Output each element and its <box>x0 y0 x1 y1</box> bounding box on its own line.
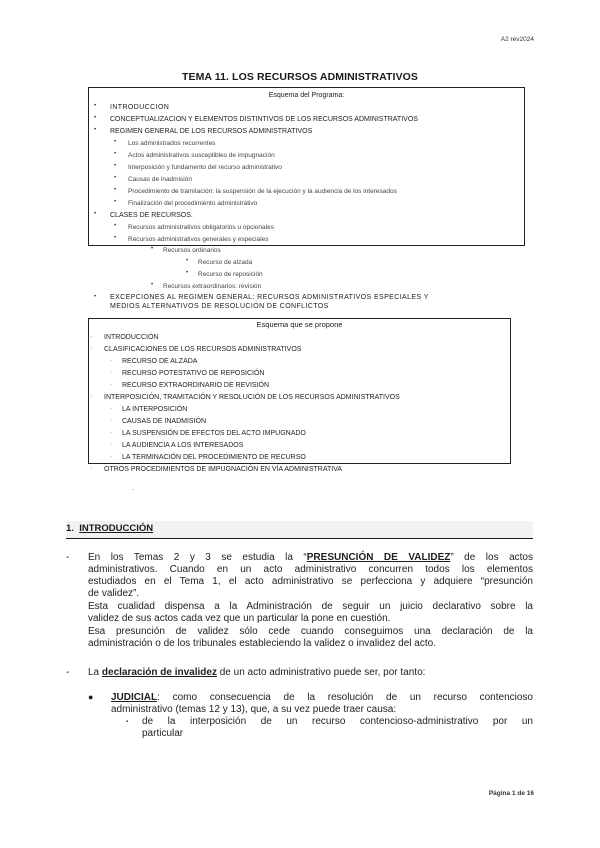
paragraph-line: JUDICIAL: como consecuencia de la resolución de un recurso contencioso <box>111 692 533 703</box>
bullet-icon: • <box>94 211 97 217</box>
invalidez-term: declaración de invalidez <box>101 667 217 678</box>
bullet-icon: · <box>110 454 112 460</box>
paragraph-line: Esta cualidad dispensa a la Administración de seguir un juicio declarativo sobre la <box>88 601 533 612</box>
bullet-icon: • <box>114 175 117 181</box>
paragraph-line: administrativos. Cuando en un acto administrativo concurren todos los elementos <box>88 564 533 575</box>
bullet-icon: • <box>151 246 154 252</box>
paragraph-line: La declaración de invalidez de un acto administrativo puede ser, por tanto: <box>88 667 426 678</box>
section-heading <box>66 522 153 536</box>
program-subitem: Recursos extraordinarios: revisión <box>163 283 262 290</box>
proposed-subitem: LA AUDIENCIA A LOS INTERESADOS <box>122 442 244 449</box>
bullet-icon: • <box>94 294 97 300</box>
paragraph-line: particular <box>142 728 184 739</box>
presuncion-term: PRESUNCIÓN DE VALIDEZ <box>306 552 451 563</box>
bullet-icon: · <box>110 406 112 412</box>
bullet-icon: · <box>110 430 112 436</box>
proposed-subitem: LA INTERPOSICIÓN <box>122 406 188 413</box>
program-subitem: Procedimiento de tramitación: la suspensión de la ejecución y la audiencia de los interesados <box>128 188 397 195</box>
program-item: INTRODUCCION <box>110 104 170 111</box>
proposed-subitem: CAUSAS DE INADMISIÓN <box>122 418 207 425</box>
program-subitem: Recursos ordinarios <box>163 247 221 254</box>
program-subitem: Recurso de reposición <box>198 271 263 278</box>
proposed-subitem: LA TERMINACIÓN DEL PROCEDIMIENTO DE RECURSO <box>122 454 306 461</box>
dash-marker: - <box>66 667 70 678</box>
bullet-icon: • <box>186 270 189 276</box>
bullet-icon: • <box>114 187 117 193</box>
proposed-outline-heading: Esquema que se propone <box>256 320 343 329</box>
bullet-icon: • <box>114 199 117 205</box>
paragraph-line: administrativo (temas 12 y 13), que, a su vez puede traer causa: <box>111 704 397 715</box>
bullet-icon: · <box>90 394 92 400</box>
paragraph-line: estudiados en el Tema 1, el acto administrativo se perfecciona y adquiere “presunción <box>88 576 533 587</box>
paragraph-line: de la interposición de un recurso contencioso-administrativo por un <box>142 716 533 727</box>
bullet-icon: • <box>94 115 97 121</box>
stray-mark: . <box>132 485 134 492</box>
program-subitem: Recursos administrativos obligatorios u opcionales <box>128 224 274 231</box>
program-item: CLASES DE RECURSOS. <box>110 212 193 219</box>
bullet-icon: • <box>114 223 117 229</box>
program-subitem: Recurso de alzada <box>198 259 253 266</box>
bullet-icon: · <box>110 382 112 388</box>
bullet-icon: • <box>114 151 117 157</box>
program-subitem: Interposición y fundamento del recurso administrativo <box>128 164 282 171</box>
proposed-item: OTROS PROCEDIMIENTOS DE IMPUGNACIÓN EN VÍA ADMINISTRATIVA <box>104 466 343 473</box>
bullet-icon: · <box>110 418 112 424</box>
proposed-item: CLASIFICACIONES DE LOS RECURSOS ADMINISTRATIVOS <box>104 346 302 353</box>
bullet-icon: • <box>94 103 97 109</box>
program-subitem: Causas de inadmisión <box>128 176 192 183</box>
page-title: TEMA 11. LOS RECURSOS ADMINISTRATIVOS <box>181 71 419 83</box>
revision-label: A2 rev2024 <box>500 36 534 43</box>
section-number: 1. <box>66 523 74 534</box>
bullet-icon: · <box>90 346 92 352</box>
program-outline-heading: Esquema del Programa: <box>268 92 345 99</box>
program-item: EXCEPCIONES AL REGIMEN GENERAL: RECURSOS ADMINISTRATIVOS ESPECIALES Y <box>110 294 429 301</box>
proposed-subitem: LA SUSPENSIÓN DE EFECTOS DEL ACTO IMPUGNADO <box>122 430 306 437</box>
proposed-item: INTERPOSICIÓN, TRAMITACIÓN Y RESOLUCIÓN DE LOS RECURSOS ADMINISTRATIVOS <box>104 394 400 401</box>
proposed-subitem: RECURSO POTESTATIVO DE REPOSICIÓN <box>122 370 265 377</box>
bullet-icon: • <box>114 139 117 145</box>
paragraph-line: En los Temas 2 y 3 se estudia la “PRESUNCIÓN DE VALIDEZ” de los actos <box>88 552 533 563</box>
bullet-icon: · <box>110 442 112 448</box>
bullet-icon: · <box>90 466 92 472</box>
program-item: REGIMEN GENERAL DE LOS RECURSOS ADMINISTRATIVOS <box>110 128 313 135</box>
bullet-icon: ● <box>88 692 94 702</box>
section-title: INTRODUCCIÓN <box>79 523 154 534</box>
paragraph-line: de validez”. <box>88 588 140 599</box>
program-subitem: Los administrados recurrentes <box>128 140 216 147</box>
proposed-subitem: RECURSO DE ALZADA <box>122 358 198 365</box>
proposed-subitem: RECURSO EXTRAORDINARIO DE REVISIÓN <box>122 382 270 389</box>
program-item-continuation: MEDIOS ALTERNATIVOS DE RESOLUCIÓN DE CONFLICTOS <box>110 303 329 310</box>
bullet-icon: • <box>151 282 154 288</box>
bullet-icon: · <box>110 358 112 364</box>
paragraph-line: validez de sus actos cada vez que un particular la pone en cuestión. <box>88 613 391 624</box>
program-subitem: Actos administrativos susceptibles de impugnación <box>128 152 275 159</box>
page-number: Página 1 de 16 <box>488 790 534 797</box>
proposed-item: INTRODUCCIÓN <box>104 334 159 341</box>
bullet-icon: • <box>114 163 117 169</box>
bullet-icon: • <box>186 258 189 264</box>
bullet-icon: ▪ <box>126 719 129 725</box>
paragraph-line: Esa presunción de validez sólo cede cuando conseguimos una declaración de la <box>88 626 533 637</box>
bullet-icon: · <box>110 370 112 376</box>
program-item: CONCEPTUALIZACION Y ELEMENTOS DISTINTIVOS DE LOS RECURSOS ADMINISTRATIVOS <box>110 116 418 123</box>
program-subitem: Finalización del procedimiento administrativo <box>128 200 258 207</box>
bullet-icon: • <box>94 127 97 133</box>
paragraph-line: administración o de los tribunales estableciendo la validez o invalidez del acto. <box>88 638 436 649</box>
bullet-icon: · <box>90 334 92 340</box>
dash-marker: - <box>66 552 70 563</box>
judicial-term: JUDICIAL <box>111 692 158 703</box>
program-subitem: Recursos administrativos generales y especiales <box>128 236 269 243</box>
bullet-icon: • <box>114 235 117 241</box>
